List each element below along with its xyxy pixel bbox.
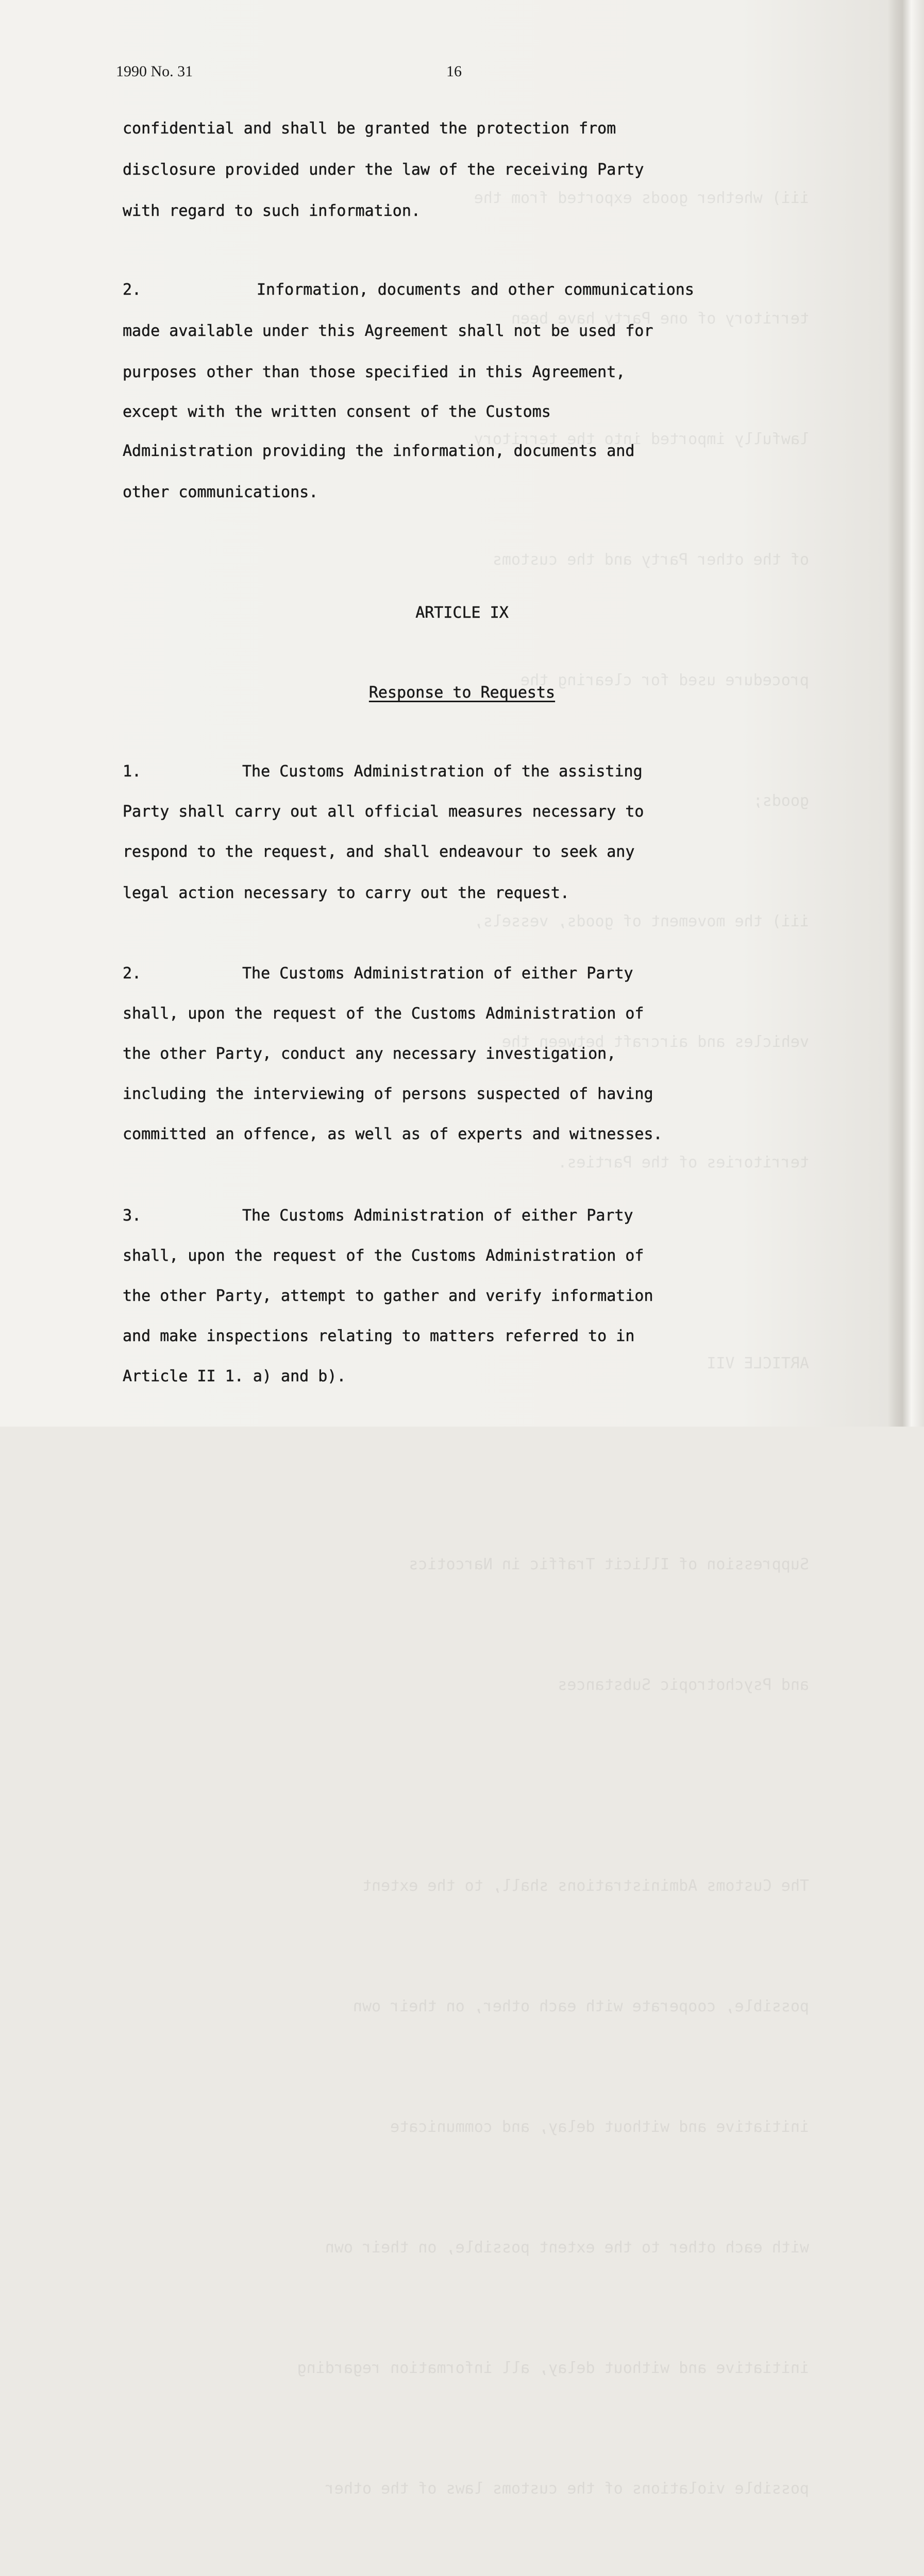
header-year-number: 1990 No. 31 [116, 63, 193, 80]
bleed-line: possible, cooperate with each other, on their own [352, 1997, 809, 2015]
article-heading: ARTICLE IX [415, 604, 509, 622]
bleed-line: Suppression of Illicit Traffic in Narcotics [409, 1555, 809, 1573]
paragraph-line: with regard to such information. [123, 202, 421, 220]
item-number: 2. [123, 964, 142, 982]
bleed-line: with each other to the extent possible, on their own [325, 2239, 809, 2257]
paragraph-line: Article II 1. a) and b). [123, 1367, 346, 1385]
paragraph-line: including the interviewing of persons suspected of having [123, 1085, 653, 1103]
section-title [0, 683, 924, 703]
paragraph-line: the other Party, attempt to gather and verify information [123, 1287, 653, 1305]
bleed-line: of the other Party and the customs [492, 551, 809, 569]
paragraph-line: purposes other than those specified in this Agreement, [123, 363, 626, 381]
paragraph-line: shall, upon the request of the Customs Administration of [123, 1247, 644, 1265]
paragraph-line: confidential and shall be granted the protection from [123, 120, 616, 138]
paragraph-line: respond to the request, and shall endeavour to seek any [123, 843, 635, 861]
paragraph-line: and make inspections relating to matters referred to in [123, 1327, 635, 1345]
paragraph-line: Party shall carry out all official measures necessary to [123, 803, 644, 821]
paragraph-line: except with the written consent of the Customs [123, 403, 551, 421]
bleed-line: territories of the Parties. [558, 1154, 809, 1172]
bleed-line: goods; [753, 792, 809, 810]
paragraph-line: the other Party, conduct any necessary investigation, [123, 1045, 616, 1063]
bleed-line: iii) whether goods exported from the [474, 189, 809, 207]
bleed-line: procedure used for clearing the [520, 671, 809, 689]
page-edge-shadow [888, 0, 924, 1427]
bleed-line: and Psychotropic Substances [558, 1676, 809, 1694]
bleed-line: territory of one Party have been [511, 310, 809, 328]
bleed-line: lawfully imported into the territory [474, 430, 809, 448]
bleed-line: initiative and without delay, all information regarding [297, 2359, 809, 2377]
bleed-line: The Customs Administrations shall, to the extent [362, 1877, 809, 1895]
section-title-text: Response to Requests [368, 684, 556, 702]
paragraph-line: The Customs Administration of either Party [242, 964, 633, 982]
paragraph-line: Administration providing the information, documents and [123, 442, 635, 460]
bleed-line: vehicles and aircraft between the [501, 1033, 809, 1051]
bleed-line: initiative and without delay, and communicate [390, 2118, 809, 2136]
paragraph-line: legal action necessary to carry out the request. [123, 884, 569, 902]
paragraph-number: 2. [123, 281, 142, 299]
paragraph-line: shall, upon the request of the Customs Administration of [123, 1005, 644, 1023]
paragraph-line: other communications. [123, 483, 318, 501]
paragraph-line: Information, documents and other communications [257, 281, 694, 299]
paragraph-line: disclosure provided under the law of the receiving Party [123, 161, 644, 179]
item-number: 1. [123, 762, 142, 781]
bleed-line: possible violations of the customs laws of the other [325, 2480, 809, 2498]
paragraph-line: The Customs Administration of either Party [242, 1207, 633, 1225]
paragraph-line: committed an offence, as well as of experts and witnesses. [123, 1125, 663, 1143]
bleed-line: ARTICLE VII [707, 1354, 809, 1372]
bleed-line: iii) the movement of goods, vessels, [474, 912, 809, 930]
paragraph-line: The Customs Administration of the assisting [242, 762, 643, 781]
paragraph-line: made available under this Agreement shall not be used for [123, 322, 653, 340]
header-page-number: 16 [446, 63, 462, 80]
item-number: 3. [123, 1207, 142, 1225]
